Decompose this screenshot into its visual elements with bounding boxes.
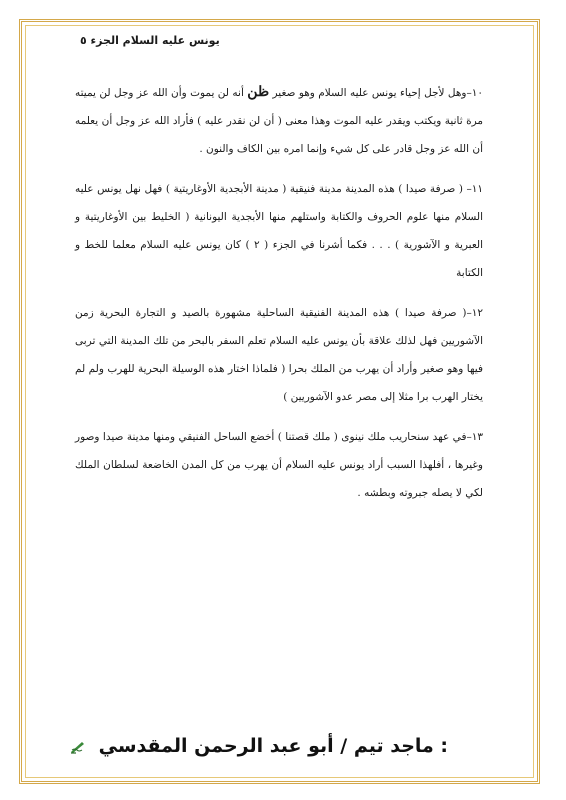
pen-writing-icon <box>70 740 86 754</box>
author-name: : ماجد تيم / أبو عبد الرحمن المقدسي <box>98 735 448 757</box>
emphasized-word: ظن <box>247 84 270 100</box>
document-body <box>75 78 483 519</box>
paragraph-10-part-b: أنه لن يموت وأن الله عز وجل لن يميته مرة ثانية ويكتب ويقدر عليه الموت وهذا معنى ( أن لن نقدر عليه ) فأراد الله عز وجل أن يعلمه أن الله عز وجل قادر على كل شيء وإنما امره بين الكاف والنون . <box>75 87 483 155</box>
page-header-title: يونس عليه السلام الجزء ٥ <box>80 34 220 47</box>
author-signature <box>88 735 448 757</box>
paragraph-11: ١١– ( صرفة صيدا ) هذه المدينة مدينة فنيقية ( مدينة الأبجدية الأوغاريتية ) فهل نهل يونس عليه السلام منها علوم الحروف والكتابة واستلهم منها الأبجدية اليونانية ( الخليط بين الأوغاريتية و العبرية و الآشورية ) . . . فكما أشرنا في الجزء ( ٢ ) كان يونس عليه السلام معلما للخط و الكتابة <box>75 183 484 279</box>
paragraph-10-part-a: ١٠–وهل لأجل إحياء يونس عليه السلام وهو صغير <box>269 87 484 99</box>
paragraph-12: ١٢–( صرفة صيدا ) هذه المدينة الفنيقية الساحلية مشهورة بالصيد و التجارة البحرية زمن الآشوريين فهل لذلك علاقة بأن يونس عليه السلام تعلم السفر بالبحر من تلك المدينة التي تربى فيها وهو صغير وأراد أن يهرب من الملك بحرا ( فلماذا اختار هذه الوسيلة البحرية للهرب ولم لم يختار الهرب برا مثلا إلى مصر عدو الآشوريين ) <box>75 307 483 403</box>
paragraph-13: ١٣–في عهد سنحاريب ملك نينوى ( ملك قصتنا ) أخضع الساحل الفنيقي ومنها مدينة صيدا وصور وغيرها ، أفلهذا السبب أراد يونس عليه السلام أن يهرب من كل المدن الخاضعة لسلطان الملك لكي لا يصله جبروته وبطشه . <box>75 431 483 499</box>
paragraph-10 <box>75 78 483 163</box>
